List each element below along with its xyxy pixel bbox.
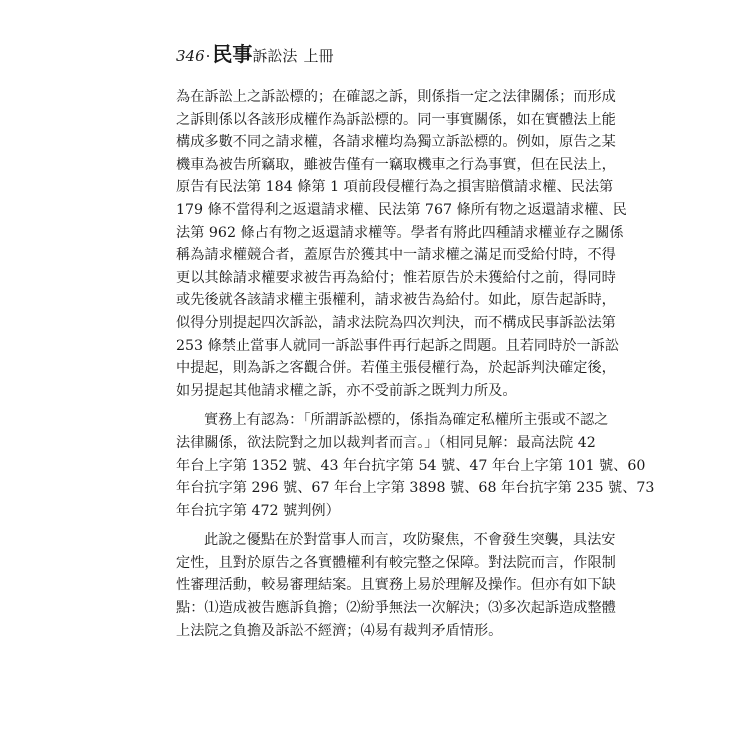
paragraph-gap (176, 402, 574, 409)
text-line: 年台抗字第 472 號判例） (176, 502, 340, 519)
text-line: 法第 962 條占有物之返還請求權等。學者有將此四種請求權並存之關係 (176, 224, 624, 241)
running-header (176, 38, 333, 64)
book-title: 民事 (212, 42, 253, 66)
text-line: 此說之優點在於對當事人而言，攻防聚焦，不會發生突襲，具法安 (204, 532, 616, 549)
text-line: 原告有民法第 184 條第 1 項前段侵權行為之損害賠償請求權、民法第 (176, 179, 614, 196)
text-line: 為在訴訟上之訴訟標的；在確認之訴，則係指一定之法律關係；而形成 (176, 89, 616, 105)
text-line: 中提起，則為訴之客觀合併。若僅主張侵權行為，於起訴判決確定後， (176, 360, 616, 377)
body-text (176, 86, 655, 642)
text-line: 或先後就各該請求權主張權利，請求被告為給付。如此，原告起訴時， (176, 292, 616, 309)
text-line: 定性，且對於原告之各實體權利有較完整之保障。對法院而言，作限制 (176, 554, 616, 571)
text-line: 實務上有認為：「所謂訴訟標的，係指為確定私權所主張或不認之 (204, 412, 609, 429)
text-line: 法律關係，欲法院對之加以裁判者而言。」（相同見解：最高法院 42 (176, 434, 596, 451)
page-number: 346 (176, 47, 205, 65)
paragraph-gap (176, 522, 574, 529)
text-line: 年台抗字第 296 號、67 年台上字第 3898 號、68 年台抗字第 235 號、73 (176, 480, 655, 497)
text-line: 更以其餘請求權要求被告再為給付；惟若原告於未獲給付之前，得同時 (176, 269, 616, 286)
text-line: 253 條禁止當事人就同一訴訟事件再行起訴之問題。且若同時於一訴訟 (176, 337, 620, 354)
paragraph (176, 409, 655, 522)
text-line: 上法院之負擔及訴訟不經濟；⑷易有裁判矛盾情形。 (176, 622, 503, 639)
paragraph (176, 86, 627, 402)
header-separator: · (205, 47, 211, 65)
book-volume: 上冊 (303, 47, 334, 65)
text-line: 性審理活動，較易審理結案。且實務上易於理解及操作。但亦有如下缺 (176, 577, 616, 594)
text-line: 年台上字第 1352 號、43 年台抗字第 54 號、47 年台上字第 101 號、60 (176, 457, 646, 474)
text-line: 稱為請求權競合者，蓋原告於獲其中一請求權之滿足而受給付時，不得 (176, 247, 616, 264)
text-line: 似得分別提起四次訴訟，請求法院為四次判決，而不構成民事訴訟法第 (176, 314, 616, 331)
text-line: 機車為被告所竊取，雖被告僅有一竊取機車之行為事實，但在民法上， (176, 156, 616, 173)
text-line: 179 條不當得利之返還請求權、民法第 767 條所有物之返還請求權、民 (176, 201, 627, 218)
book-subtitle: 訴訟法 (252, 47, 298, 65)
text-line: 點：⑴造成被告應訴負擔；⑵紛爭無法一次解決；⑶多次起訴造成整體 (176, 600, 616, 617)
text-line: 之訴則係以各該形成權作為訴訟標的。同一事實關係，如在實體法上能 (176, 111, 616, 128)
text-line: 如另提起其他請求權之訴，亦不受前訴之既判力所及。 (176, 382, 517, 399)
text-line: 構成多數不同之請求權，各請求權均為獨立訴訟標的。例如，原告之某 (176, 134, 616, 151)
paragraph (176, 529, 616, 642)
